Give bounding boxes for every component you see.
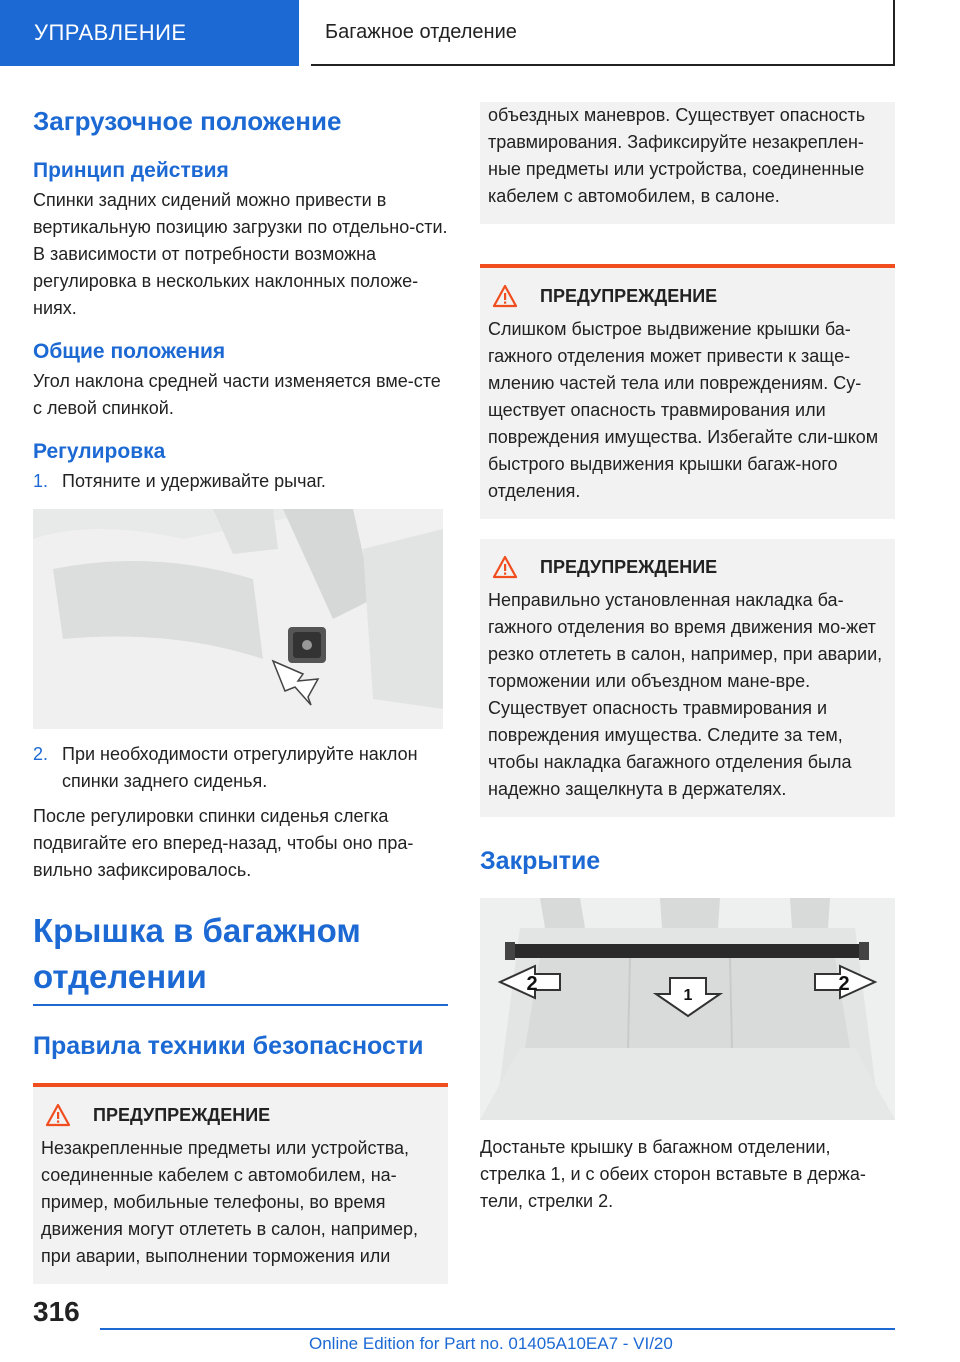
warning-text: объездных маневров. Существует опасность травмирования. Зафиксируйте незакреплен-ные предметы или устройства, соединенные кабелем с автомобилем, в салоне.: [488, 105, 866, 206]
warning-box-1: [33, 1083, 448, 1284]
step-2: [33, 741, 448, 795]
warning-box-2: [480, 264, 895, 519]
heading-general: Общие положения: [33, 340, 226, 363]
callout-arrow-1: 1: [683, 987, 693, 1004]
heading-adjustment: Регулировка: [33, 440, 166, 463]
step-text: При необходимости отрегулируйте наклон спинки заднего сиденья.: [62, 744, 418, 791]
paragraph-after-adjust: После регулировки спинки сиденья слегка подвигайте его вперед-назад, чтобы оно пра-вильно зафиксировалось.: [33, 806, 414, 880]
cargo-cover-illustration: [480, 898, 895, 1120]
left-column: [33, 100, 448, 1284]
callout-arrow-2-right: 2: [838, 973, 850, 995]
heading-closing: Закрытие: [480, 847, 601, 875]
warning-box-1-continued: [480, 102, 895, 224]
page-number: 316: [33, 1296, 80, 1327]
warning-header: [488, 284, 887, 308]
warning-text: Слишком быстрое выдвижение крышки ба-гажного отделения может привести к защe-млению частей тела или повреждениям. Су-ществует опасность травмирования или повреждения имущества. Избегайте сли-шком быстрого выдвижения крышки багаж-ного отделения.: [488, 319, 879, 501]
step-number: 1.: [33, 471, 49, 491]
warning-triangle-icon: [492, 555, 518, 579]
step-1: [33, 468, 448, 495]
heading-principle: Принцип действия: [33, 159, 229, 182]
warning-title: ПРЕДУПРЕЖДЕНИЕ: [540, 285, 718, 306]
step-text: Потяните и удерживайте рычаг.: [62, 471, 326, 491]
step-number: 2.: [33, 744, 49, 764]
footer-divider: [100, 1328, 895, 1330]
warning-title: ПРЕДУПРЕЖДЕНИЕ: [540, 556, 718, 577]
cargo-cover-image: [480, 898, 895, 1120]
seat-lever-image: [33, 509, 443, 729]
warning-text: Неправильно установленная накладка ба-гажного отделения во время движения мо-жет резко отлететь в салон, например, при аварии, торможении или объездном мане-вре. Существует опасность травмирования и повреждения имущества. Следите за тем, чтобы накладка багажного отделения была надежно защелкнута в держателях.: [488, 590, 883, 799]
heading-cargo-cover: Крышка в багажном отделении: [33, 908, 448, 1006]
warning-header: [41, 1103, 440, 1127]
footer-edition-text: Online Edition for Part no. 01405A10EA7 - VI/20: [309, 1334, 673, 1353]
section-title: Багажное отделение: [311, 0, 895, 66]
warning-box-3: [480, 535, 895, 817]
heading-safety-rules: Правила техники безопасности: [33, 1032, 424, 1060]
seat-lever-illustration: [33, 509, 443, 729]
callout-arrow-2-left: 2: [526, 973, 538, 995]
paragraph-principle: Спинки задних сидений можно привести в вертикальную позицию загрузки по отдельно-сти. В зависимости от потребности возможна регулировка в нескольких наклонных положе-ниях.: [33, 190, 448, 318]
warning-triangle-icon: [492, 284, 518, 308]
heading-loading-position: Загрузочное положение: [33, 106, 342, 136]
chapter-tab[interactable]: УПРАВЛЕНИЕ: [0, 0, 299, 66]
warning-title: ПРЕДУПРЕЖДЕНИЕ: [93, 1104, 271, 1125]
paragraph-closing: Достаньте крышку в багажном отделении, стрелка 1, и с обеих сторон вставьте в держа-тели, стрелки 2.: [480, 1137, 866, 1211]
warning-triangle-icon: [45, 1103, 71, 1127]
paragraph-general: Угол наклона средней части изменяется вме-сте с левой спинкой.: [33, 371, 441, 418]
right-column: [480, 102, 895, 1215]
warning-header: [488, 555, 887, 579]
warning-text: Незакрепленные предметы или устройства, соединенные кабелем с автомобилем, на-пример, мобильные телефоны, во время движения могут отлететь в салон, например, при аварии, выполнении торможения или: [41, 1138, 418, 1266]
